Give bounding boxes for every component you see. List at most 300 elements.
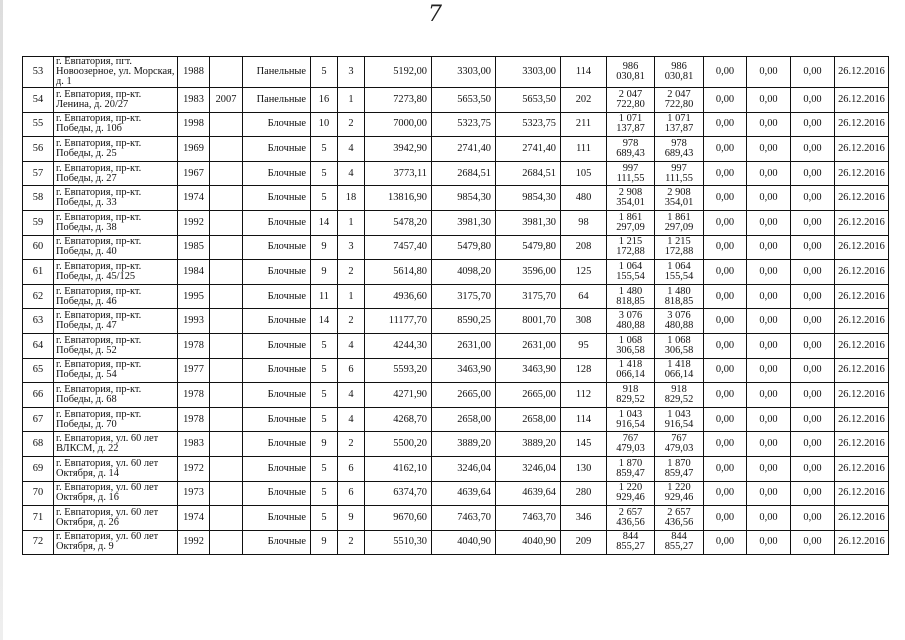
cell-renovation-year (210, 506, 243, 531)
cell-cost-2: 1 480 818,85 (655, 284, 704, 309)
cell-address: г. Евпатория, пр-кт. Победы, д. 52 (54, 333, 178, 358)
table-row (23, 161, 889, 186)
cell-wall-material: Блочные (243, 309, 311, 334)
cell-total-area: 7457,40 (365, 235, 432, 260)
cell-residential-area: 2741,40 (496, 137, 561, 162)
cell-wall-material: Блочные (243, 333, 311, 358)
cell-residents: 346 (561, 506, 607, 531)
cell-residents: 202 (561, 88, 607, 113)
table-row (23, 358, 889, 383)
cell-address: г. Евпатория, пр-кт. Победы, д. 38 (54, 210, 178, 235)
page-number: 7 (428, 2, 442, 27)
cell-value-z1: 0,00 (704, 333, 747, 358)
cell-total-area: 4271,90 (365, 383, 432, 408)
cell-residents: 112 (561, 383, 607, 408)
cell-living-area: 3303,00 (432, 57, 496, 88)
cell-row-number: 67 (23, 407, 54, 432)
cell-floors: 5 (311, 333, 338, 358)
cell-wall-material: Блочные (243, 481, 311, 506)
cell-row-number: 58 (23, 186, 54, 211)
cell-address: г. Евпатория, пр-кт. Победы, д. 68 (54, 383, 178, 408)
cell-value-z3: 0,00 (791, 137, 835, 162)
cell-residents: 98 (561, 210, 607, 235)
cell-residential-area: 5479,80 (496, 235, 561, 260)
cell-value-z1: 0,00 (704, 481, 747, 506)
cell-residential-area: 3596,00 (496, 260, 561, 285)
cell-date: 26.12.2016 (835, 383, 889, 408)
table-row (23, 88, 889, 113)
cell-living-area: 2665,00 (432, 383, 496, 408)
cell-row-number: 54 (23, 88, 54, 113)
cell-build-year: 1993 (178, 309, 210, 334)
cell-living-area: 8590,25 (432, 309, 496, 334)
cell-build-year: 1972 (178, 456, 210, 481)
cell-value-z3: 0,00 (791, 88, 835, 113)
cell-wall-material: Блочные (243, 456, 311, 481)
cell-value-z2: 0,00 (747, 506, 791, 531)
cell-address: г. Евпатория, пр-кт. Победы, д. 70 (54, 407, 178, 432)
cell-build-year: 1974 (178, 186, 210, 211)
cell-residents: 114 (561, 57, 607, 88)
cell-floors: 9 (311, 260, 338, 285)
cell-build-year: 1978 (178, 333, 210, 358)
table-row (23, 260, 889, 285)
cell-build-year: 1978 (178, 383, 210, 408)
cell-build-year: 1988 (178, 57, 210, 88)
cell-row-number: 66 (23, 383, 54, 408)
table-row (23, 309, 889, 334)
cell-cost-1: 1 418 066,14 (607, 358, 655, 383)
cell-value-z2: 0,00 (747, 260, 791, 285)
cell-cost-2: 1 861 297,09 (655, 210, 704, 235)
cell-cost-2: 1 043 916,54 (655, 407, 704, 432)
cell-residential-area: 9854,30 (496, 186, 561, 211)
cell-value-z3: 0,00 (791, 186, 835, 211)
table-row (23, 235, 889, 260)
cell-floors: 5 (311, 57, 338, 88)
cell-date: 26.12.2016 (835, 186, 889, 211)
cell-cost-1: 997 111,55 (607, 161, 655, 186)
cell-residents: 64 (561, 284, 607, 309)
cell-floors: 5 (311, 456, 338, 481)
cell-date: 26.12.2016 (835, 456, 889, 481)
cell-value-z2: 0,00 (747, 432, 791, 457)
cell-floors: 14 (311, 210, 338, 235)
cell-cost-1: 2 657 436,56 (607, 506, 655, 531)
cell-total-area: 5614,80 (365, 260, 432, 285)
cell-total-area: 7273,80 (365, 88, 432, 113)
cell-value-z2: 0,00 (747, 481, 791, 506)
cell-value-z2: 0,00 (747, 530, 791, 555)
cell-cost-2: 997 111,55 (655, 161, 704, 186)
cell-wall-material: Блочные (243, 235, 311, 260)
cell-renovation-year (210, 383, 243, 408)
cell-total-area: 5510,30 (365, 530, 432, 555)
cell-row-number: 68 (23, 432, 54, 457)
cell-wall-material: Блочные (243, 260, 311, 285)
cell-value-z1: 0,00 (704, 88, 747, 113)
cell-floors: 5 (311, 358, 338, 383)
cell-row-number: 65 (23, 358, 54, 383)
cell-cost-1: 3 076 480,88 (607, 309, 655, 334)
cell-build-year: 1983 (178, 88, 210, 113)
cell-address: г. Евпатория, ул. 60 лет Октября, д. 26 (54, 506, 178, 531)
cell-value-z1: 0,00 (704, 432, 747, 457)
cell-value-z3: 0,00 (791, 358, 835, 383)
cell-floors: 11 (311, 284, 338, 309)
cell-total-area: 4162,10 (365, 456, 432, 481)
table-row (23, 112, 889, 137)
cell-cost-2: 767 479,03 (655, 432, 704, 457)
cell-address: г. Евпатория, пр-кт. Победы, д. 27 (54, 161, 178, 186)
cell-entrances: 18 (338, 186, 365, 211)
cell-cost-1: 978 689,43 (607, 137, 655, 162)
cell-address: г. Евпатория, пр-кт. Победы, д. 10б (54, 112, 178, 137)
cell-value-z2: 0,00 (747, 161, 791, 186)
cell-value-z1: 0,00 (704, 358, 747, 383)
cell-value-z3: 0,00 (791, 432, 835, 457)
cell-value-z3: 0,00 (791, 57, 835, 88)
cell-value-z2: 0,00 (747, 112, 791, 137)
cell-value-z3: 0,00 (791, 530, 835, 555)
cell-living-area: 2741,40 (432, 137, 496, 162)
cell-renovation-year (210, 186, 243, 211)
cell-entrances: 1 (338, 210, 365, 235)
cell-floors: 9 (311, 432, 338, 457)
table-body (23, 57, 889, 555)
cell-entrances: 6 (338, 481, 365, 506)
cell-cost-1: 1 064 155,54 (607, 260, 655, 285)
cell-renovation-year (210, 309, 243, 334)
cell-address: г. Евпатория, пр-кт. Победы, д. 54 (54, 358, 178, 383)
cell-value-z3: 0,00 (791, 481, 835, 506)
cell-address: г. Евпатория, ул. 60 лет Октября, д. 16 (54, 481, 178, 506)
cell-wall-material: Блочные (243, 284, 311, 309)
cell-total-area: 3773,11 (365, 161, 432, 186)
cell-build-year: 1992 (178, 530, 210, 555)
cell-entrances: 3 (338, 57, 365, 88)
cell-value-z1: 0,00 (704, 506, 747, 531)
cell-value-z3: 0,00 (791, 407, 835, 432)
cell-residential-area: 3175,70 (496, 284, 561, 309)
cell-residential-area: 3889,20 (496, 432, 561, 457)
cell-build-year: 1969 (178, 137, 210, 162)
cell-value-z3: 0,00 (791, 456, 835, 481)
cell-cost-1: 1 480 818,85 (607, 284, 655, 309)
cell-date: 26.12.2016 (835, 506, 889, 531)
cell-living-area: 7463,70 (432, 506, 496, 531)
cell-renovation-year (210, 407, 243, 432)
cell-value-z1: 0,00 (704, 137, 747, 162)
cell-total-area: 5192,00 (365, 57, 432, 88)
cell-value-z3: 0,00 (791, 333, 835, 358)
cell-residents: 105 (561, 161, 607, 186)
cell-build-year: 1985 (178, 235, 210, 260)
cell-living-area: 5479,80 (432, 235, 496, 260)
cell-living-area: 5323,75 (432, 112, 496, 137)
cell-build-year: 1978 (178, 407, 210, 432)
cell-build-year: 1973 (178, 481, 210, 506)
cell-residents: 211 (561, 112, 607, 137)
cell-value-z3: 0,00 (791, 309, 835, 334)
cell-cost-2: 978 689,43 (655, 137, 704, 162)
cell-value-z2: 0,00 (747, 210, 791, 235)
cell-residential-area: 3246,04 (496, 456, 561, 481)
cell-date: 26.12.2016 (835, 137, 889, 162)
cell-residential-area: 2665,00 (496, 383, 561, 408)
cell-living-area: 9854,30 (432, 186, 496, 211)
cell-value-z2: 0,00 (747, 284, 791, 309)
cell-floors: 9 (311, 235, 338, 260)
cell-value-z1: 0,00 (704, 112, 747, 137)
cell-cost-1: 1 861 297,09 (607, 210, 655, 235)
cell-build-year: 1967 (178, 161, 210, 186)
cell-cost-1: 986 030,81 (607, 57, 655, 88)
cell-row-number: 56 (23, 137, 54, 162)
cell-residential-area: 8001,70 (496, 309, 561, 334)
cell-living-area: 5653,50 (432, 88, 496, 113)
cell-value-z2: 0,00 (747, 137, 791, 162)
cell-value-z1: 0,00 (704, 260, 747, 285)
cell-cost-2: 1 068 306,58 (655, 333, 704, 358)
cell-wall-material: Блочные (243, 530, 311, 555)
cell-value-z2: 0,00 (747, 88, 791, 113)
cell-entrances: 4 (338, 407, 365, 432)
cell-living-area: 3463,90 (432, 358, 496, 383)
cell-date: 26.12.2016 (835, 407, 889, 432)
cell-build-year: 1977 (178, 358, 210, 383)
cell-residential-area: 5653,50 (496, 88, 561, 113)
cell-value-z1: 0,00 (704, 284, 747, 309)
cell-cost-2: 1 215 172,88 (655, 235, 704, 260)
cell-build-year: 1984 (178, 260, 210, 285)
cell-residential-area: 3981,30 (496, 210, 561, 235)
cell-total-area: 4268,70 (365, 407, 432, 432)
table-row (23, 186, 889, 211)
cell-floors: 5 (311, 481, 338, 506)
cell-total-area: 11177,70 (365, 309, 432, 334)
cell-date: 26.12.2016 (835, 112, 889, 137)
cell-total-area: 13816,90 (365, 186, 432, 211)
cell-value-z2: 0,00 (747, 186, 791, 211)
cell-cost-2: 1 870 859,47 (655, 456, 704, 481)
cell-value-z3: 0,00 (791, 284, 835, 309)
table-row (23, 432, 889, 457)
cell-total-area: 7000,00 (365, 112, 432, 137)
cell-cost-2: 2 047 722,80 (655, 88, 704, 113)
cell-value-z3: 0,00 (791, 506, 835, 531)
cell-value-z1: 0,00 (704, 161, 747, 186)
cell-value-z1: 0,00 (704, 57, 747, 88)
cell-renovation-year (210, 57, 243, 88)
cell-renovation-year (210, 137, 243, 162)
cell-row-number: 57 (23, 161, 54, 186)
cell-wall-material: Панельные (243, 57, 311, 88)
table-row (23, 506, 889, 531)
cell-entrances: 6 (338, 456, 365, 481)
cell-floors: 10 (311, 112, 338, 137)
cell-residential-area: 5323,75 (496, 112, 561, 137)
cell-address: г. Евпатория, ул. 60 лет Октября, д. 9 (54, 530, 178, 555)
cell-cost-2: 1 064 155,54 (655, 260, 704, 285)
cell-renovation-year (210, 481, 243, 506)
cell-build-year: 1992 (178, 210, 210, 235)
cell-residential-area: 2684,51 (496, 161, 561, 186)
cell-value-z3: 0,00 (791, 383, 835, 408)
cell-wall-material: Блочные (243, 210, 311, 235)
cell-renovation-year (210, 432, 243, 457)
cell-cost-2: 918 829,52 (655, 383, 704, 408)
cell-floors: 5 (311, 186, 338, 211)
cell-date: 26.12.2016 (835, 530, 889, 555)
cell-row-number: 69 (23, 456, 54, 481)
cell-date: 26.12.2016 (835, 260, 889, 285)
cell-entrances: 2 (338, 309, 365, 334)
cell-renovation-year (210, 456, 243, 481)
cell-value-z2: 0,00 (747, 333, 791, 358)
cell-row-number: 60 (23, 235, 54, 260)
cell-value-z2: 0,00 (747, 235, 791, 260)
cell-value-z3: 0,00 (791, 235, 835, 260)
cell-value-z2: 0,00 (747, 309, 791, 334)
cell-living-area: 2684,51 (432, 161, 496, 186)
cell-renovation-year: 2007 (210, 88, 243, 113)
cell-entrances: 2 (338, 530, 365, 555)
cell-value-z1: 0,00 (704, 456, 747, 481)
cell-living-area: 3889,20 (432, 432, 496, 457)
cell-address: г. Евпатория, пр-кт. Победы, д. 40 (54, 235, 178, 260)
cell-date: 26.12.2016 (835, 432, 889, 457)
table-row (23, 210, 889, 235)
cell-row-number: 64 (23, 333, 54, 358)
cell-address: г. Евпатория, ул. 60 лет ВЛКСМ, д. 22 (54, 432, 178, 457)
cell-residents: 114 (561, 407, 607, 432)
cell-value-z3: 0,00 (791, 210, 835, 235)
cell-cost-1: 1 068 306,58 (607, 333, 655, 358)
cell-value-z1: 0,00 (704, 235, 747, 260)
cell-entrances: 4 (338, 383, 365, 408)
cell-residents: 125 (561, 260, 607, 285)
cell-floors: 5 (311, 161, 338, 186)
cell-cost-2: 3 076 480,88 (655, 309, 704, 334)
cell-row-number: 53 (23, 57, 54, 88)
cell-value-z2: 0,00 (747, 456, 791, 481)
cell-value-z1: 0,00 (704, 309, 747, 334)
cell-total-area: 9670,60 (365, 506, 432, 531)
cell-residents: 145 (561, 432, 607, 457)
cell-total-area: 5500,20 (365, 432, 432, 457)
cell-cost-1: 2 047 722,80 (607, 88, 655, 113)
cell-cost-2: 2 657 436,56 (655, 506, 704, 531)
cell-row-number: 61 (23, 260, 54, 285)
cell-value-z1: 0,00 (704, 407, 747, 432)
cell-cost-1: 1 043 916,54 (607, 407, 655, 432)
cell-residents: 280 (561, 481, 607, 506)
cell-value-z1: 0,00 (704, 383, 747, 408)
cell-entrances: 1 (338, 88, 365, 113)
cell-date: 26.12.2016 (835, 88, 889, 113)
cell-floors: 14 (311, 309, 338, 334)
cell-address: г. Евпатория, пр-кт. Победы, д. 46 (54, 284, 178, 309)
cell-build-year: 1995 (178, 284, 210, 309)
cell-living-area: 4639,64 (432, 481, 496, 506)
cell-wall-material: Блочные (243, 358, 311, 383)
table-row (23, 383, 889, 408)
cell-entrances: 2 (338, 432, 365, 457)
cell-renovation-year (210, 210, 243, 235)
cell-address: г. Евпатория, пр-кт. Победы, д. 45/125 (54, 260, 178, 285)
cell-residents: 308 (561, 309, 607, 334)
cell-row-number: 72 (23, 530, 54, 555)
cell-entrances: 6 (338, 358, 365, 383)
cell-total-area: 4244,30 (365, 333, 432, 358)
cell-floors: 5 (311, 506, 338, 531)
cell-living-area: 3981,30 (432, 210, 496, 235)
cell-build-year: 1974 (178, 506, 210, 531)
cell-floors: 5 (311, 407, 338, 432)
cell-cost-2: 1 071 137,87 (655, 112, 704, 137)
table-row (23, 530, 889, 555)
cell-row-number: 63 (23, 309, 54, 334)
cell-entrances: 4 (338, 333, 365, 358)
cell-cost-2: 986 030,81 (655, 57, 704, 88)
cell-date: 26.12.2016 (835, 235, 889, 260)
table-row (23, 407, 889, 432)
table-row (23, 137, 889, 162)
cell-address: г. Евпатория, пр-кт. Победы, д. 47 (54, 309, 178, 334)
cell-total-area: 4936,60 (365, 284, 432, 309)
cell-row-number: 62 (23, 284, 54, 309)
cell-wall-material: Панельные (243, 88, 311, 113)
cell-total-area: 5593,20 (365, 358, 432, 383)
cell-value-z3: 0,00 (791, 260, 835, 285)
cell-living-area: 2658,00 (432, 407, 496, 432)
cell-residents: 128 (561, 358, 607, 383)
cell-residential-area: 3303,00 (496, 57, 561, 88)
cell-floors: 5 (311, 383, 338, 408)
cell-entrances: 4 (338, 161, 365, 186)
cell-wall-material: Блочные (243, 383, 311, 408)
cell-cost-1: 844 855,27 (607, 530, 655, 555)
cell-wall-material: Блочные (243, 112, 311, 137)
cell-cost-1: 1 870 859,47 (607, 456, 655, 481)
cell-value-z2: 0,00 (747, 407, 791, 432)
cell-total-area: 3942,90 (365, 137, 432, 162)
cell-address: г. Евпатория, ул. 60 лет Октября, д. 14 (54, 456, 178, 481)
cell-date: 26.12.2016 (835, 57, 889, 88)
cell-address: г. Евпатория, пр-кт. Ленина, д. 20/27 (54, 88, 178, 113)
cell-renovation-year (210, 260, 243, 285)
cell-entrances: 2 (338, 112, 365, 137)
cell-cost-1: 1 215 172,88 (607, 235, 655, 260)
cell-cost-2: 1 220 929,46 (655, 481, 704, 506)
cell-build-year: 1983 (178, 432, 210, 457)
cell-renovation-year (210, 530, 243, 555)
cell-value-z2: 0,00 (747, 358, 791, 383)
cell-residents: 480 (561, 186, 607, 211)
cell-wall-material: Блочные (243, 186, 311, 211)
cell-date: 26.12.2016 (835, 161, 889, 186)
housing-table (22, 56, 889, 555)
cell-date: 26.12.2016 (835, 358, 889, 383)
cell-entrances: 3 (338, 235, 365, 260)
cell-total-area: 5478,20 (365, 210, 432, 235)
table-row (23, 481, 889, 506)
cell-living-area: 3175,70 (432, 284, 496, 309)
cell-value-z2: 0,00 (747, 383, 791, 408)
table-row (23, 333, 889, 358)
cell-renovation-year (210, 284, 243, 309)
